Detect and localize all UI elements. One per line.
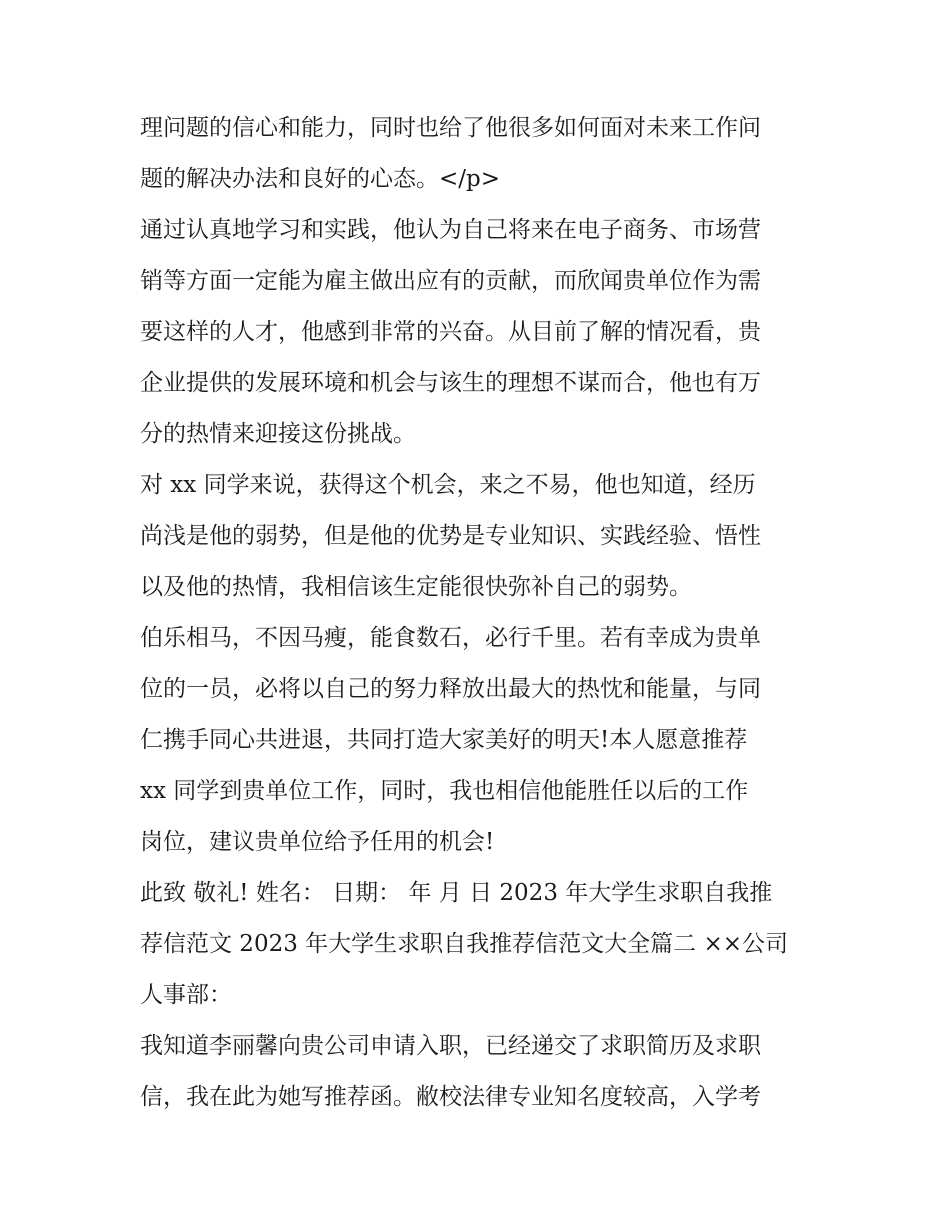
text-line: 题的解决办法和良好的心态。</p>: [140, 166, 501, 192]
text-line: 我知道李丽馨向贵公司申请入职，已经递交了求职简历及求职: [140, 1033, 761, 1059]
text-line: xx 同学到贵单位工作，同时，我也相信他能胜任以后的工作: [140, 778, 749, 804]
text-line: 人事部：: [140, 982, 232, 1008]
text-line: 要这样的人才，他感到非常的兴奋。从目前了解的情况看，贵: [140, 319, 761, 345]
text-line: 此致 敬礼! 姓名： 日期： 年 月 日 2023 年大学生求职自我推: [140, 880, 773, 906]
text-line: 位的一员，必将以自己的努力释放出最大的热忱和能量，与同: [140, 676, 761, 702]
text-line: 分的热情来迎接这份挑战。: [140, 421, 416, 447]
text-line: 通过认真地学习和实践，他认为自己将来在电子商务、市场营: [140, 217, 761, 243]
text-line: 以及他的热情，我相信该生定能很快弥补自己的弱势。: [140, 574, 692, 600]
text-line: 伯乐相马，不因马瘦，能食数石，必行千里。若有幸成为贵单: [140, 625, 761, 651]
text-line: 信，我在此为她写推荐函。敝校法律专业知名度较高，入学考: [140, 1084, 761, 1110]
text-line: 尚浅是他的弱势，但是他的优势是专业知识、实践经验、悟性: [140, 523, 761, 549]
text-line: 岗位，建议贵单位给予任用的机会!: [140, 829, 495, 855]
text-line: 企业提供的发展环境和机会与该生的理想不谋而合，他也有万: [140, 370, 761, 396]
text-line: 销等方面一定能为雇主做出应有的贡献，而欣闻贵单位作为需: [140, 268, 761, 294]
text-line: 理问题的信心和能力，同时也给了他很多如何面对未来工作问: [140, 115, 761, 141]
text-line: 荐信范文 2023 年大学生求职自我推荐信范文大全篇二 ××公司: [140, 931, 789, 957]
text-line: 仁携手同心共进退，共同打造大家美好的明天!本人愿意推荐: [140, 727, 748, 753]
text-line: 对 xx 同学来说，获得这个机会，来之不易，他也知道，经历: [140, 472, 756, 498]
document-body: [140, 103, 820, 1123]
